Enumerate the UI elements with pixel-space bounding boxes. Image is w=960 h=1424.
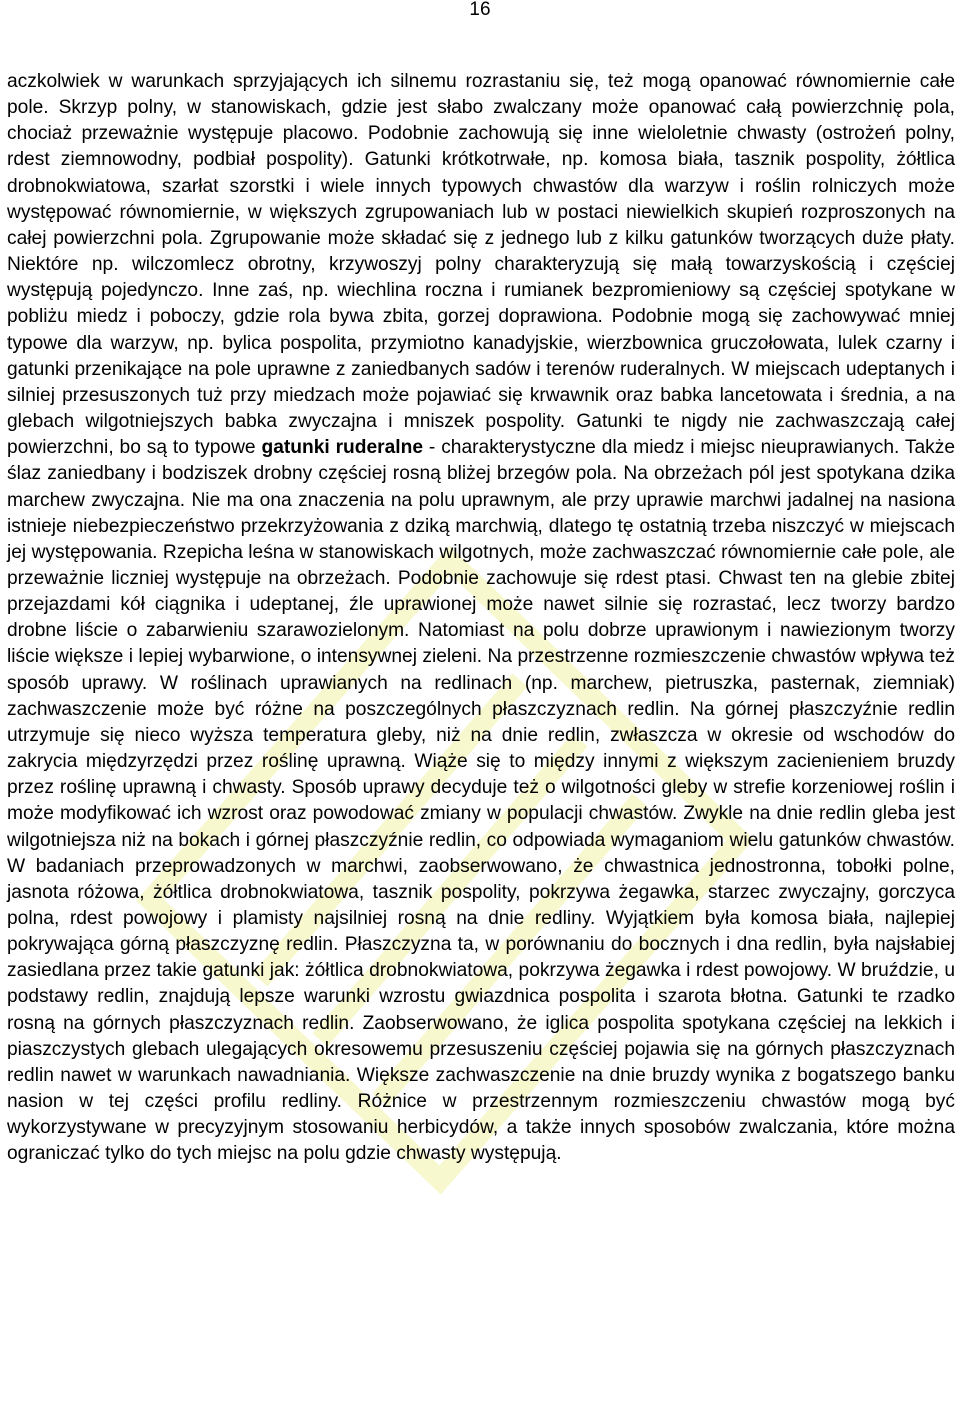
bold-term: gatunki ruderalne [261,437,424,459]
body-text-part-1: aczkolwiek w warunkach sprzyjających ich silnemu rozrastaniu się, też mogą opanować równomiernie całe pole. Skrzyp polny, w stanowiskach, gdzie jest słabo zwalczany może opanować całą powierzchnię pola, chociaż przeważnie występuje placowo. Podobnie zachowują się inne wieloletnie chwasty (ostrożeń polny, rdest ziemnowodny, podbiał pospolity). Gatunki krótkotrwałe, np. komosa biała, tasznik pospolity, żółtlica drobnokwiatowa, szarłat szorstki i wiele innych typowych chwastów dla warzyw i roślin rolniczych może występować równomiernie, w większych zgrupowaniach lub w postaci niewielkich skupień rozproszonych na całej powierzchni pola. Zgrupowanie może składać się z jednego lub z kilku gatunków tworzących duże płaty. Niektóre np. wilczomlecz obrotny, krzywoszyj polny charakteryzują się małą towarzyskością i częściej występują pojedynczo. Inne zaś, np. wiechlina roczna i rumianek bezpromieniowy są częściej spotykane w pobliżu miedz i poboczy, gdzie rola bywa zbita, gorzej doprawiona. Podobnie mogą się zachowywać mniej typowe dla warzyw, np. bylica pospolita, przymiotno kanadyjskie, wierzbownica gruczołowata, lulek czarny i gatunki przenikające na pole uprawne z zaniedbanych sadów i terenów ruderalnych. W miejscach udeptanych i silniej przesuszonych tuż przy miedzach może pojawiać się krwawnik oraz babka lancetowata i średnia, a na glebach wilgotniejszych babka zwyczajna i mniszek pospolity. Gatunki te nigdy nie zachwaszczają całej powierzchni, bo są to typowe [7,71,955,459]
body-text-part-2: - charakterystyczne dla miedz i miejsc nieuprawianych. Także ślaz zaniedbany i bodziszek drobny częściej rosną bliżej brzegów pola. Na obrzeżach pól jest spotykana dzika marchew zwyczajna. Nie ma ona znaczenia na polu uprawnym, ale przy uprawie marchwi jadalnej na nasiona istnieje niebezpieczeństwo przekrzyżowania z dziką marchwią, dlatego tę ostatnią trzeba niszczyć w miejscach jej występowania. Rzepicha leśna w stanowiskach wilgotnych, może zachwaszczać równomiernie całe pole, ale przeważnie liczniej występuje na obrzeżach. Podobnie zachowuje się rdest ptasi. Chwast ten na glebie zbitej przejazdami kół ciągnika i udeptanej, źle uprawionej może nawet silnie się rozrastać, lecz tworzy bardzo drobne liście o zabarwieniu szarawozielonym. Natomiast na polu dobrze uprawionym i nawiezionym tworzy liście większe i lepiej wybarwione, o intensywnej zieleni. Na przestrzenne rozmieszczenie chwastów wpływa też sposób uprawy. W roślinach uprawianych na redlinach (np. marchew, pietruszka, pasternak, ziemniak) zachwaszczenie może być różne na poszczególnych płaszczyznach redlin. Na górnej płaszczyźnie redlin utrzymuje się nieco wyższa temperatura gleby, niż na dnie redlin, zwłaszcza w okresie od wschodów do zakrycia międzyrzędzi przez roślinę uprawną. Wiąże się to między innymi z większym zacienieniem bruzdy przez roślinę uprawną i chwasty. Sposób uprawy decyduje też o wilgotności gleby w strefie korzeniowej roślin i może modyfikować ich wzrost oraz powodować zmiany w populacji chwastów. Zwykle na dnie redlin gleba jest wilgotniejsza niż na bokach i górnej płaszczyźnie redlin, co odpowiada wymaganiom wielu gatunków chwastów. W badaniach przeprowadzonych w marchwi, zaobserwowano, że chwastnica jednostronna, tobołki polne, jasnota różowa, żółtlica drobnokwiatowa, tasznik pospolity, pokrzywa żegawka, starzec zwyczajny, gorczyca polna, rdest powojowy i plamisty najsilniej rosną na dnie redliny. Wyjątkiem była komosa biała, najlepiej pokrywająca górną płaszczyznę redlin. Płaszczyzna ta, w porównaniu do bocznych i dna redlin, była najsłabiej zasiedlana przez takie gatunki jak: żółtlica drobnokwiatowa, pokrzywa żegawka i rdest powojowy. W bruździe, u podstawy redlin, znajdują lepsze warunki wzrostu gwiazdnica pospolita i szarota błotna. Gatunki te rzadko rosną na górnych płaszczyznach redlin. Zaobserwowano, że iglica pospolita spotykana częściej na lekkich i piaszczystych glebach ulegających okresowemu przesuszeniu częściej pojawia się na górnych płaszczyznach redlin nawet w warunkach nawadniania. Większe zachwaszczenie na dnie bruzdy wynika z bogatszego banku nasion w tej części profilu redliny. Różnice w przestrzennym rozmieszczeniu chwastów mogą być wykorzystywane w precyzyjnym stosowaniu herbicydów, a także innych sposobów zwalczania, które można ograniczać tylko do tych miejsc na polu gdzie chwasty występują. [7,437,955,1165]
page-number: 16 [469,0,491,20]
body-paragraph [7,69,955,1168]
